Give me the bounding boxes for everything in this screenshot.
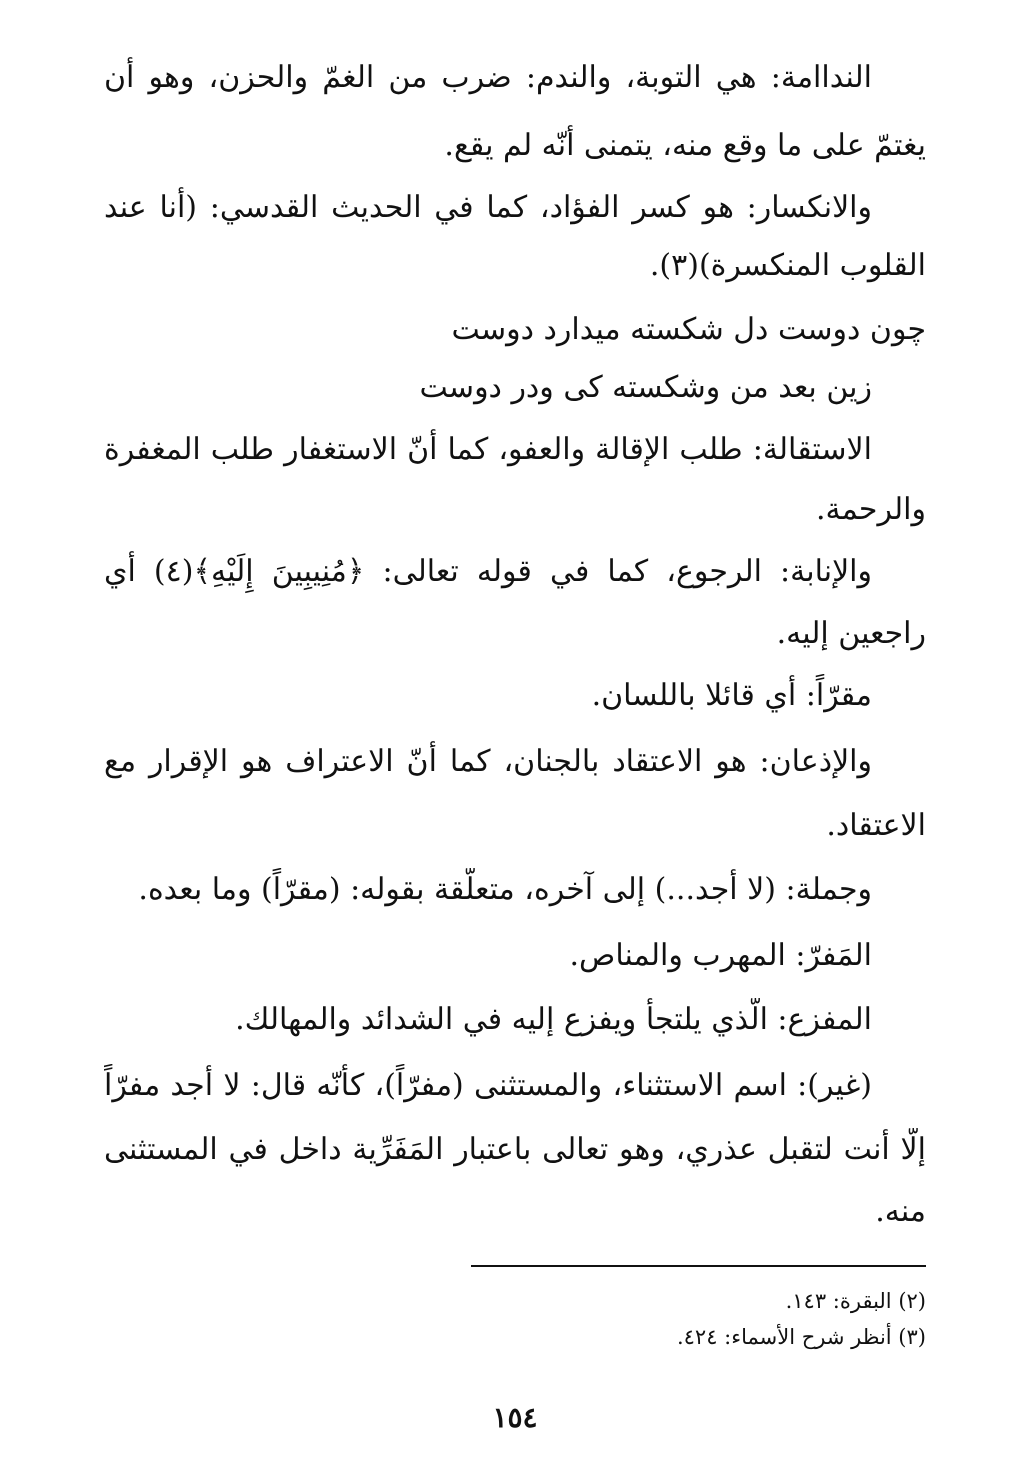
body-line: مقرّاً: أي قائلا باللسان. <box>591 678 872 713</box>
body-line: (غير): اسم الاستثناء، والمستثنى (مفرّاً)، كأنّه قال: لا أجد مفرّاً <box>104 1068 872 1103</box>
body-line: والإنابة: الرجوع، كما في قوله تعالى: ﴿مُنِيبِينَ إِلَيْهِ﴾(٤) أي <box>104 554 872 589</box>
body-line: وجملة: (لا أجد...) إلى آخره، متعلّقة بقوله: (مقرّاً) وما بعده. <box>138 872 872 907</box>
body-line: القلوب المنكسرة)(٣). <box>649 248 926 283</box>
poetry-line: زين بعد من وشكسته كى ودر دوست <box>419 370 872 405</box>
body-line: الاستقالة: طلب الإقالة والعفو، كما أنّ الاستغفار طلب المغفرة <box>104 432 872 467</box>
body-line: الاعتقاد. <box>826 808 926 843</box>
body-line: والرحمة. <box>815 492 926 527</box>
body-line: المَفرّ: المهرب والمناص. <box>569 938 872 973</box>
body-line: والانكسار: هو كسر الفؤاد، كما في الحديث القدسي: (أنا عند <box>104 190 872 225</box>
page-number: ١٥٤ <box>492 1401 538 1434</box>
body-line: منه. <box>875 1194 926 1229</box>
footnote-divider <box>471 1265 926 1267</box>
footnote: (٣) أنظر شرح الأسماء: ٤٢٤. <box>676 1325 926 1349</box>
body-line: إلّا أنت لتقبل عذري، وهو تعالى باعتبار المَفَرِّية داخل في المستثنى <box>104 1132 926 1167</box>
body-line: راجعين إليه. <box>776 616 926 651</box>
body-line: المفزع: الّذي يلتجأ ويفزع إليه في الشدائد والمهالك. <box>235 1002 872 1037</box>
poetry-line: چون دوست دل شكسته ميدارد دوست <box>451 312 926 347</box>
body-line: النداامة: هي التوبة، والندم: ضرب من الغمّ والحزن، وهو أن <box>104 60 872 95</box>
footnote: (٢) البقرة: ١٤٣. <box>785 1289 926 1313</box>
body-line: والإذعان: هو الاعتقاد بالجنان، كما أنّ الاعتراف هو الإقرار مع <box>104 744 872 779</box>
body-line: يغتمّ على ما وقع منه، يتمنى أنّه لم يقع. <box>444 128 926 163</box>
